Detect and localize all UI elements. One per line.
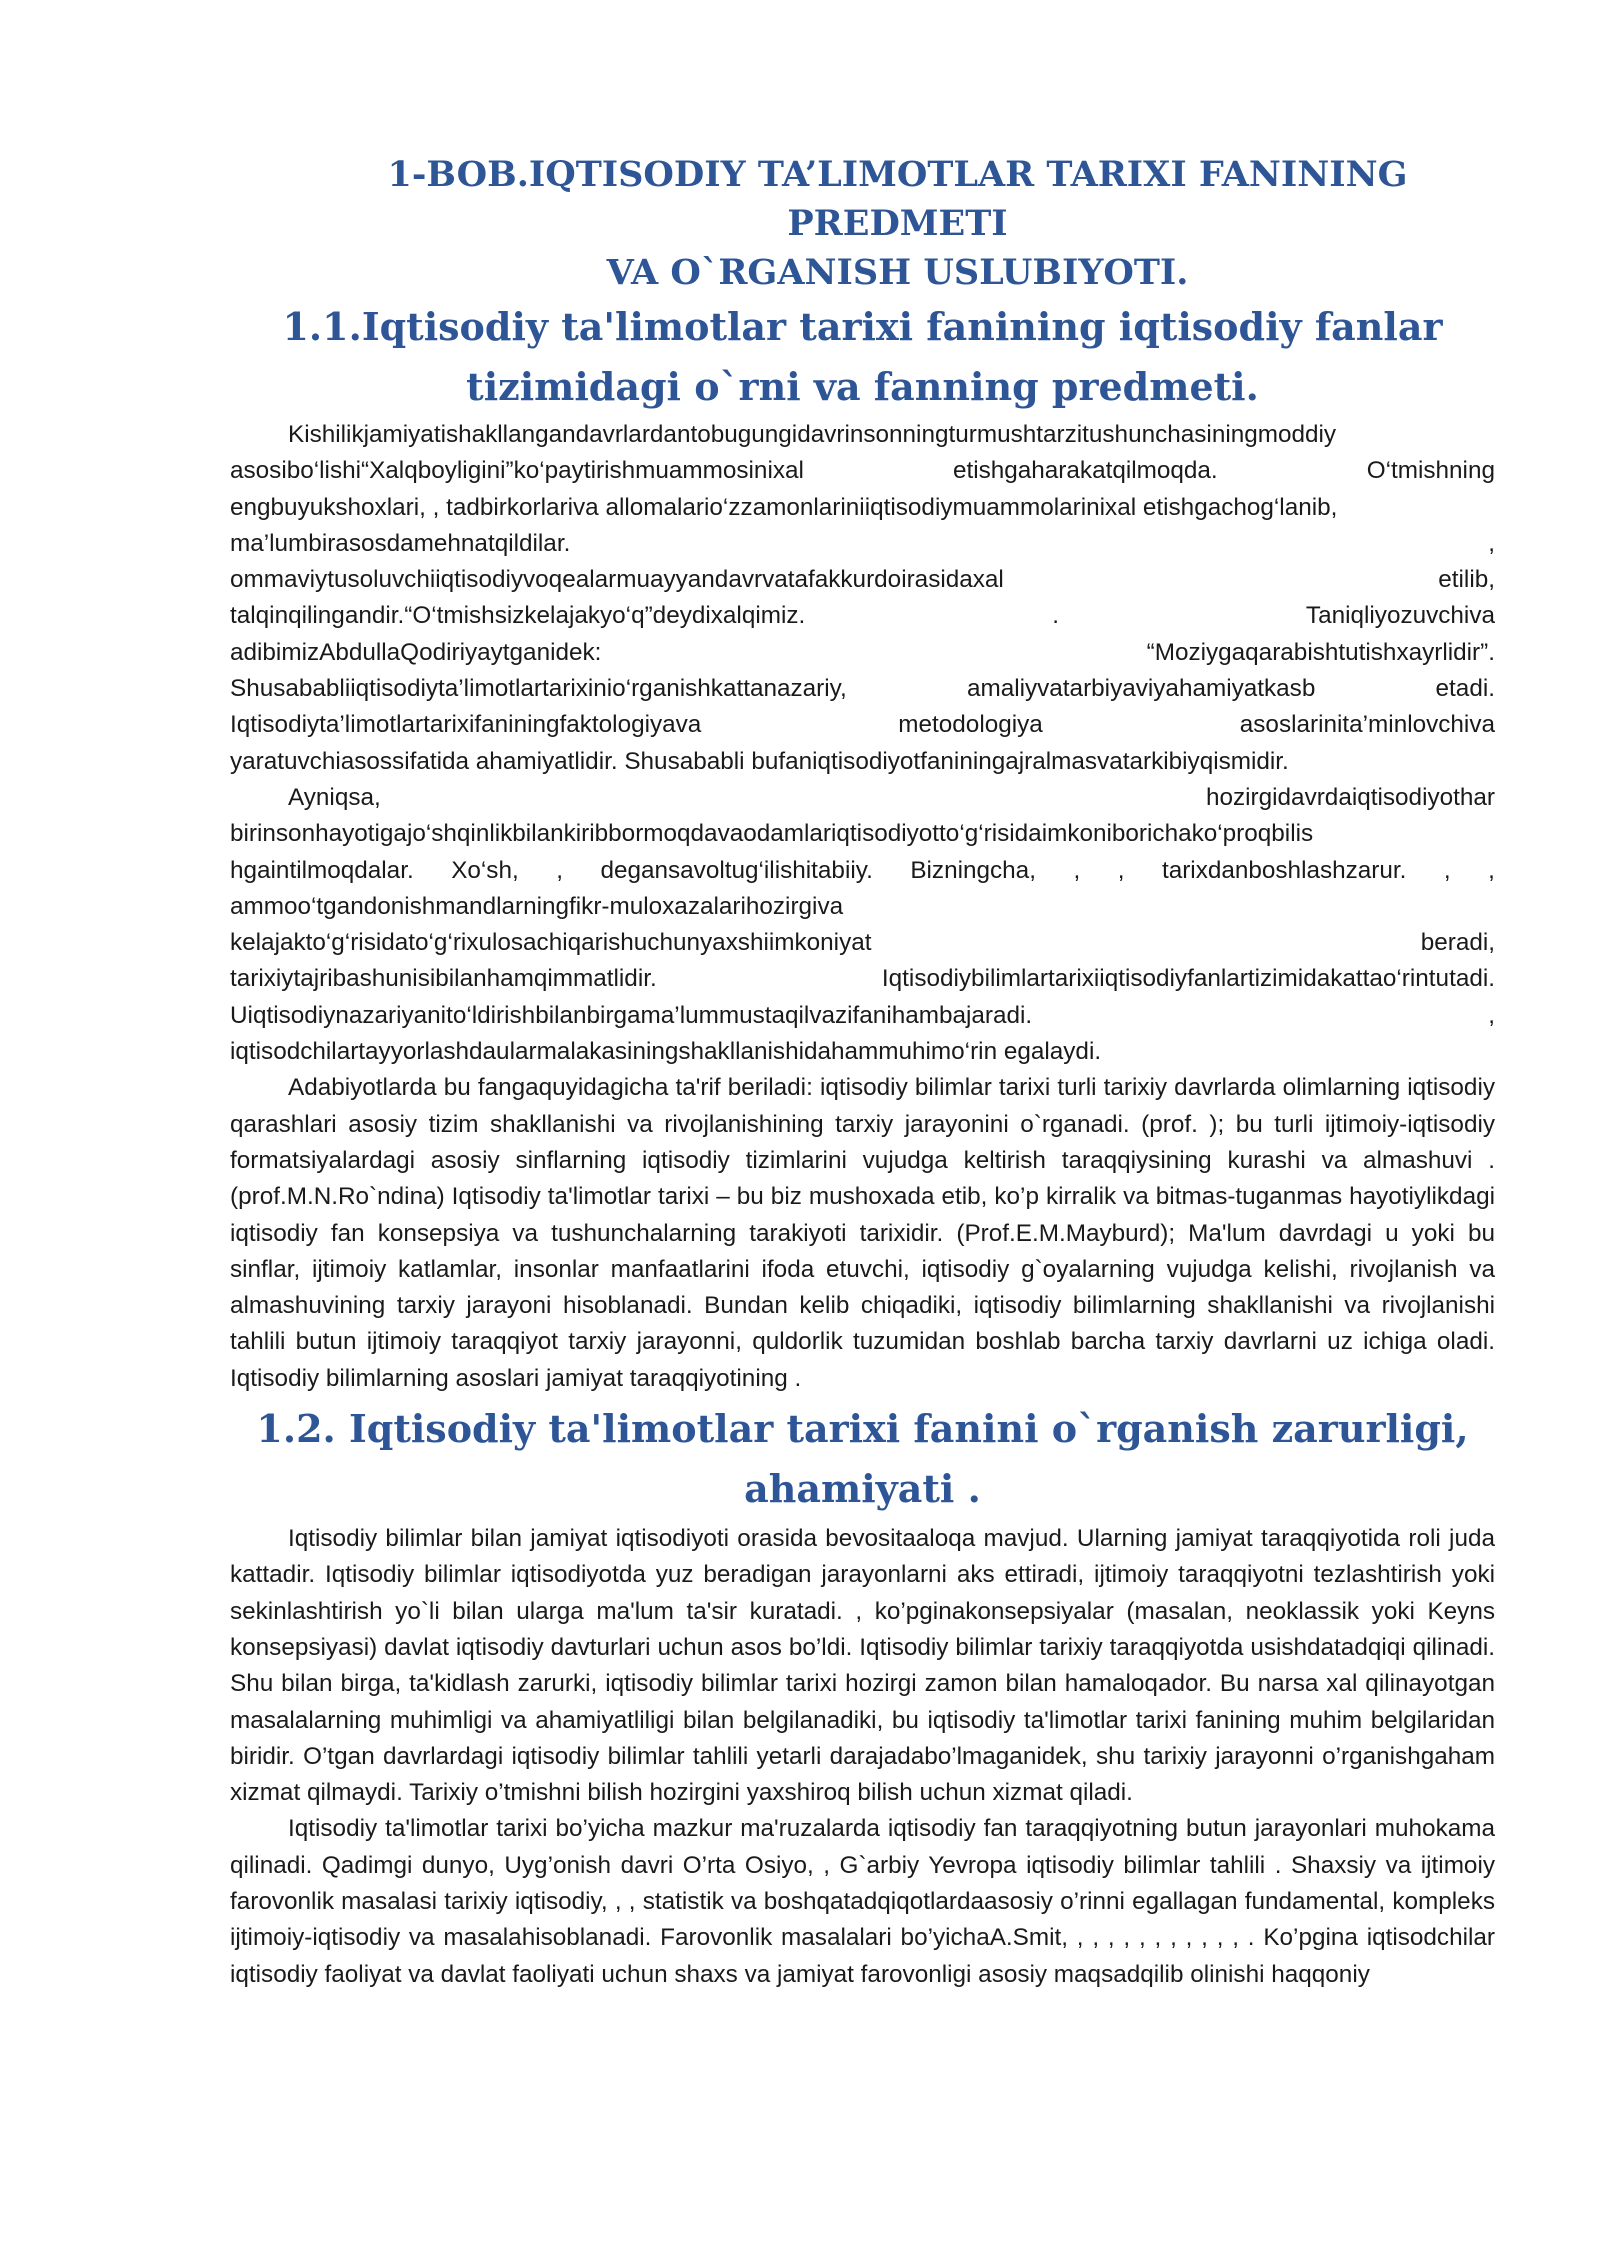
text-line <box>230 1034 1495 1070</box>
text-segment: degansavoltug‘ilishitabiiy. <box>600 856 873 884</box>
text-segment: talqinqilingandir.“O‘tmishsizkelajakyo‘q”deydixalqimiz. <box>230 602 806 630</box>
section-2-heading <box>230 1399 1495 1519</box>
text-segment: , <box>1488 529 1495 557</box>
text-segment: iqtisodchilartayyorlashdaularmalakasiningshakllanishidahammuhimo‘rin egalaydi. <box>230 1038 1102 1066</box>
text-segment: tarixiytajribashunisibilanhamqimmatlidir. <box>230 965 657 993</box>
text-segment: etilib, <box>1438 566 1495 594</box>
text-segment: Xo‘sh, <box>451 856 519 884</box>
text-segment: tarixdanboshlashzarur. <box>1161 856 1407 884</box>
text-segment: kelajakto‘g‘risidato‘g‘rixulosachiqarishuchunyaxshiimkoniyat <box>230 929 872 957</box>
text-segment: ma’lumbirasosdamehnatqildilar. <box>230 529 571 557</box>
text-segment: asoslarinita’minlovchiva <box>1239 711 1495 739</box>
chapter-title <box>230 150 1495 297</box>
text-segment: hozirgidavrdaiqtisodiyothar <box>1205 783 1495 811</box>
text-segment: adibimizAbdullaQodiriyaytganidek: <box>230 638 602 666</box>
text-line <box>230 635 1495 671</box>
text-line <box>230 562 1495 598</box>
text-segment: , <box>1073 856 1081 884</box>
text-line <box>230 707 1495 743</box>
text-line <box>230 526 1495 562</box>
text-segment: “Moziygaqarabishtutishxayrlidir”. <box>1146 638 1495 666</box>
text-segment: birinsonhayotigajo‘shqinlikbilankiribbormoqdavaodamlariqtisodiyotto‘g‘risidaimkoniborichako‘proqbilis <box>230 820 1314 848</box>
section-2-heading-line2: ahamiyati . <box>744 1466 981 1512</box>
section-1-heading <box>230 297 1495 417</box>
text-segment: Bizningcha, <box>910 856 1036 884</box>
text-line <box>230 417 1495 453</box>
text-line <box>230 453 1495 489</box>
text-line <box>230 490 1495 526</box>
text-segment: Uiqtisodiynazariyanito‘ldirishbilanbirgama’lummustaqilvazifanihambajaradi. <box>230 1001 1033 1029</box>
text-segment: . <box>1052 602 1059 630</box>
text-segment: beradi, <box>1420 929 1495 957</box>
paragraph-block-2 <box>230 780 1495 1070</box>
text-line <box>230 925 1495 961</box>
text-segment: etishgaharakatqilmoqda. <box>952 457 1218 485</box>
text-segment: ommaviytusoluvchiiqtisodiyvoqealarmuayyandavrvatafakkurdoirasidaxal <box>230 566 1004 594</box>
text-segment: metodologiya <box>898 711 1043 739</box>
paragraph-block-1 <box>230 417 1495 780</box>
text-segment: engbuyukshoxlari, , tadbirkorlariva allomalario‘zzamonlariniiqtisodiymuammolarinixal etishgachog‘lanib, <box>230 493 1338 521</box>
text-line <box>230 780 1495 816</box>
paragraph-importance: Iqtisodiy bilimlar bilan jamiyat iqtisodiyoti orasida bevositaaloqa mavjud. Ularning jamiyat taraqqiyotida roli juda kattadir. Iqtisodiy bilimlar iqtisodiyotda yuz beradigan jarayonlarni aks ettiradi, ijtimoiy taraqqiyotni tezlashtirish yoki sekinlashtirish yo`li bilan ularga ma'lum ta'sir kuratadi. , ko’pginakonsepsiyalar (masalan, neoklassik yoki Keyns konsepsiyasi) davlat iqtisodiy davturlari uchun asos bo’ldi. Iqtisodiy bilimlar tarixiy taraqqiyotda usishdatadqiqi qilinadi. Shu bilan birga, ta'kidlash zarurki, iqtisodiy bilimlar tarixi hozirgi zamon bilan hamaloqador. Bu narsa xal qilinayotgan masalalarning muhimligi va ahamiyatliligi bilan belgilanadiki, bu iqtisodiy ta'limotlar tarixi fanining muhim belgilaridan biridir. O’tgan davrlardagi iqtisodiy bilimlar tahlili yetarli darajadabo’lmaganidek, shu tarixiy jarayonni o’rganishgaham xizmat qilmaydi. Tarixiy o’tmishni bilish hozirgini yaxshiroq bilish uchun xizmat qiladi. <box>230 1525 1495 1807</box>
text-segment: Iqtisodiybilimlartarixiiqtisodiyfanlartizimidakattao‘rintutadi. <box>881 965 1495 993</box>
text-segment: asosibo‘lishi“Xalqboyligini”ko‘paytirishmuammosinixal <box>230 457 804 485</box>
text-segment: Taniqliyozuvchiva <box>1305 602 1495 630</box>
document-body <box>230 150 1495 1993</box>
text-line <box>230 853 1495 889</box>
text-segment: Shusababliiqtisodiyta’limotlartarixinio‘rganishkattanazariy, <box>230 675 847 703</box>
text-line <box>230 961 1495 997</box>
text-segment: amaliyvatarbiyaviyahamiyatkasb <box>966 675 1316 703</box>
paragraph-definitions: Adabiyotlarda bu fangaquyidagicha ta'rif beriladi: iqtisodiy bilimlar tarixi turli tarixiy davrlarda olimlarning iqtisodiy qarashlari asosiy tizim shakllanishi va rivojlanishining tarxiy jarayonini o`rganadi. (prof. ); bu turli ijtimoiy-iqtisodiy formatsiyalardagi asosiy sinflarning iqtisodiy tizimlarini vujudga keltirish taraqqiysining kurashi va almashuvi . (prof.M.N.Ro`ndina) Iqtisodiy ta'limotlar tarixi – bu biz mushoxada etib, ko’p kirralik va bitmas-tuganmas hayotiylikdagi iqtisodiy fan konsepsiya va tushunchalarning tarakiyoti tarixidir. (Prof.E.M.Mayburd); Ma'lum davrdagi u yoki bu sinflar, ijtimoiy katlamlar, insonlar manfaatlarini ifoda etuvchi, iqtisodiy g`oyalarning vujudga kelishi, rivojlanish va almashuvining tarxiy jarayoni hisoblanadi. Bundan kelib chiqadiki, iqtisodiy bilimlarning shakllanishi va rivojlanishi tahlili butun ijtimoiy taraqqiyot tarxiy jarayonni, quldorlik tuzumidan boshlab barcha tarxiy davrlarni uz ichiga oladi. Iqtisodiy bilimlarning asoslari jamiyat taraqqiyotining . <box>230 1074 1495 1392</box>
chapter-title-line1: 1-BOB.IQTISODIY TA’LIMOTLAR TARIXI FANINING PREDMETI <box>387 154 1408 244</box>
text-segment: , <box>1488 856 1495 884</box>
text-segment: , <box>1443 856 1451 884</box>
paragraph-lectures: Iqtisodiy ta'limotlar tarixi bo’yicha mazkur ma'ruzalarda iqtisodiy fan taraqqiyotning butun jarayonlari muhokama qilinadi. Qadimgi dunyo, Uyg’onish davri O’rta Osiyo, , G`arbiy Yevropa iqtisodiy bilimlar tahlili . Shaxsiy va ijtimoiy farovonlik masalasi tarixiy iqtisodiy, , , statistik va boshqatadqiqotlardaasosiy o’rinni egallagan fundamental, kompleks ijtimoiy-iqtisodiy va masalahisoblanadi. Farovonlik masalalari bo’yichaA.Smit, , , , , , , , , , , , . Ko’pgina iqtisodchilar iqtisodiy faoliyat va davlat faoliyati uchun shaxs va jamiyat farovonligi asosiy maqsadqilib olinishi haqqoniy <box>230 1815 1495 1988</box>
text-segment: , <box>1488 1001 1495 1029</box>
text-segment: ammoo‘tgandonishmandlarningfikr-muloxazalarihozirgiva <box>230 892 844 920</box>
section-1-heading-line1: 1.1.Iqtisodiy ta'limotlar tarixi fanining iqtisodiy fanlar <box>282 304 1443 349</box>
text-segment: , <box>1117 856 1125 884</box>
chapter-title-line2: VA O`RGANISH USLUBIYOTI. <box>606 252 1189 293</box>
text-line <box>230 816 1495 852</box>
text-line <box>230 744 1495 780</box>
section-1-heading-line2: tizimidagi o`rni va fanning predmeti. <box>466 364 1259 409</box>
text-line <box>230 598 1495 634</box>
text-segment: Ayniqsa, <box>288 783 381 811</box>
text-line <box>230 671 1495 707</box>
text-line <box>230 998 1495 1034</box>
text-segment: etadi. <box>1435 675 1495 703</box>
text-segment: Iqtisodiyta’limotlartarixifaniningfaktologiyava <box>230 711 702 739</box>
text-segment: O‘tmishning <box>1366 457 1495 485</box>
text-segment: yaratuvchiasossifatida ahamiyatlidir. Shusababli bufaniqtisodiyotfaniningajralmasvatarkibiyqismidir. <box>230 747 1289 775</box>
text-segment: hgaintilmoqdalar. <box>230 856 414 884</box>
text-segment: , <box>556 856 563 884</box>
section-2-heading-line1: 1.2. Iqtisodiy ta'limotlar tarixi fanini o`rganish zarurligi, <box>256 1406 1469 1452</box>
text-line <box>230 889 1495 925</box>
text-segment: Kishilikjamiyatishakllangandavrlardantobugungidavrinsonningturmushtarzitushunchasiningmoddiy <box>288 421 1337 448</box>
